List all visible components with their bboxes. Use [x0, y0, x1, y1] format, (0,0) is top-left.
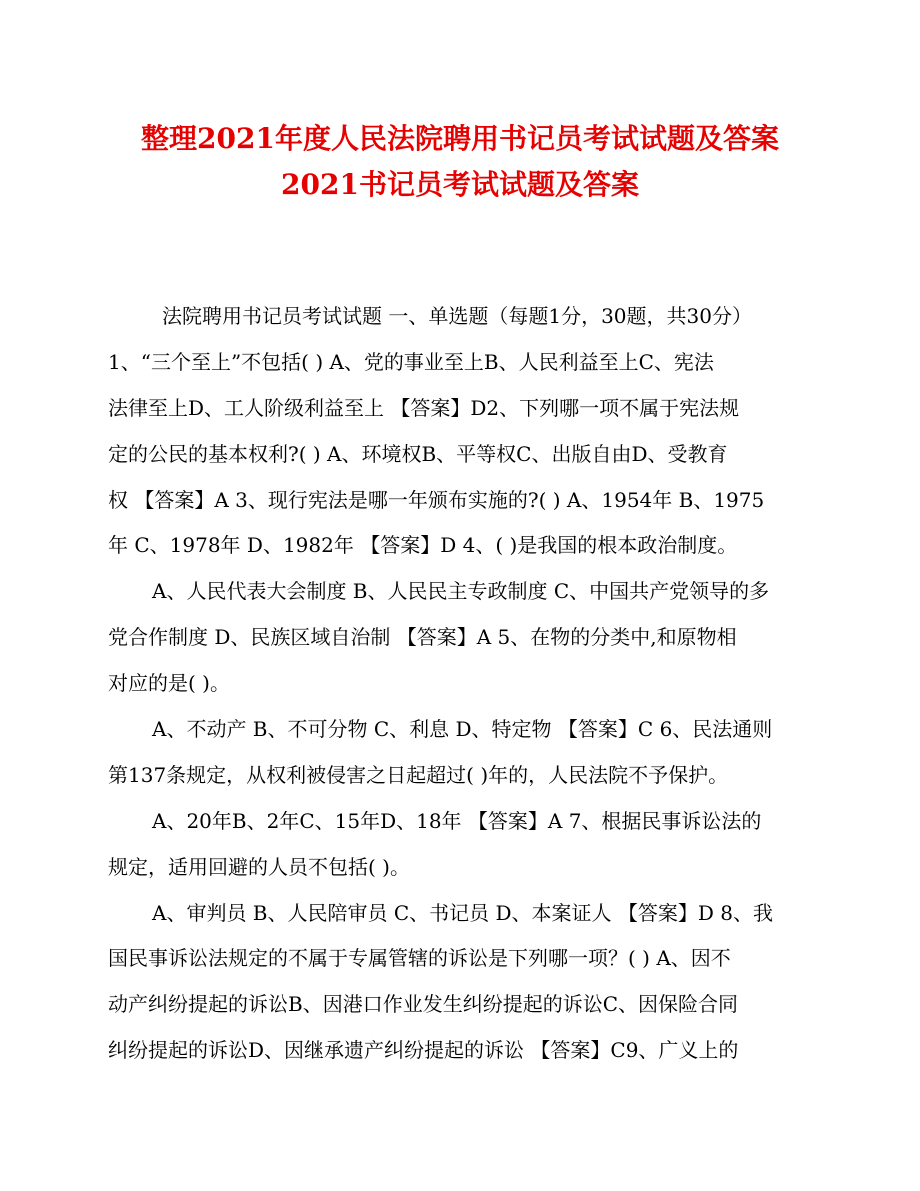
body-line: 法院聘用书记员考试试题 一、单选题（每题1分，30题，共30分） — [162, 304, 752, 328]
body-line: 第137条规定，从权利被侵害之日起超过( )年的，人民法院不予保护。 — [108, 762, 729, 787]
title-block — [0, 116, 920, 208]
body-line: 权 【答案】A 3、现行宪法是哪一年颁布实施的?( ) A、1954年 B、1975 — [108, 487, 765, 512]
body-line: 年 C、1978年 D、1982年 【答案】D 4、( )是我国的根本政治制度。 — [108, 533, 738, 558]
body-line: 1、“三个至上”不包括( ) A、党的事业至上B、人民利益至上C、宪法 — [108, 349, 714, 374]
document-body — [108, 294, 814, 1074]
body-line: A、20年B、2年C、15年D、18年 【答案】A 7、根据民事诉讼法的 — [152, 808, 762, 833]
document-subtitle: 2021书记员考试试题及答案 — [281, 168, 639, 201]
body-line: 纠纷提起的诉讼D、因继承遗产纠纷提起的诉讼 【答案】C9、广义上的 — [108, 1038, 739, 1063]
body-line: A、人民代表大会制度 B、人民民主专政制度 C、中国共产党领导的多 — [152, 579, 770, 604]
body-line: 定的公民的基本权利?( ) A、环境权B、平等权C、出版自由D、受教育 — [108, 441, 728, 466]
body-line: 规定，适用回避的人员不包括( )。 — [108, 854, 410, 879]
document-title: 整理2021年度人民法院聘用书记员考试试题及答案 — [141, 122, 779, 155]
body-line: A、不动产 B、不可分物 C、利息 D、特定物 【答案】C 6、民法通则 — [152, 717, 773, 742]
body-line: 法律至上D、工人阶级利益至上 【答案】D2、下列哪一项不属于宪法规 — [108, 395, 740, 420]
body-line: 党合作制度 D、民族区域自治制 【答案】A 5、在物的分类中,和原物相 — [108, 625, 737, 650]
body-line: 对应的是( )。 — [108, 671, 230, 696]
body-line: A、审判员 B、人民陪审员 C、书记员 D、本案证人 【答案】D 8、我 — [152, 900, 774, 925]
body-line: 国民事诉讼法规定的不属于专属管辖的诉讼是下列哪一项？( ) A、因不 — [108, 946, 731, 971]
body-line: 动产纠纷提起的诉讼B、因港口作业发生纠纷提起的诉讼C、因保险合同 — [108, 992, 738, 1017]
